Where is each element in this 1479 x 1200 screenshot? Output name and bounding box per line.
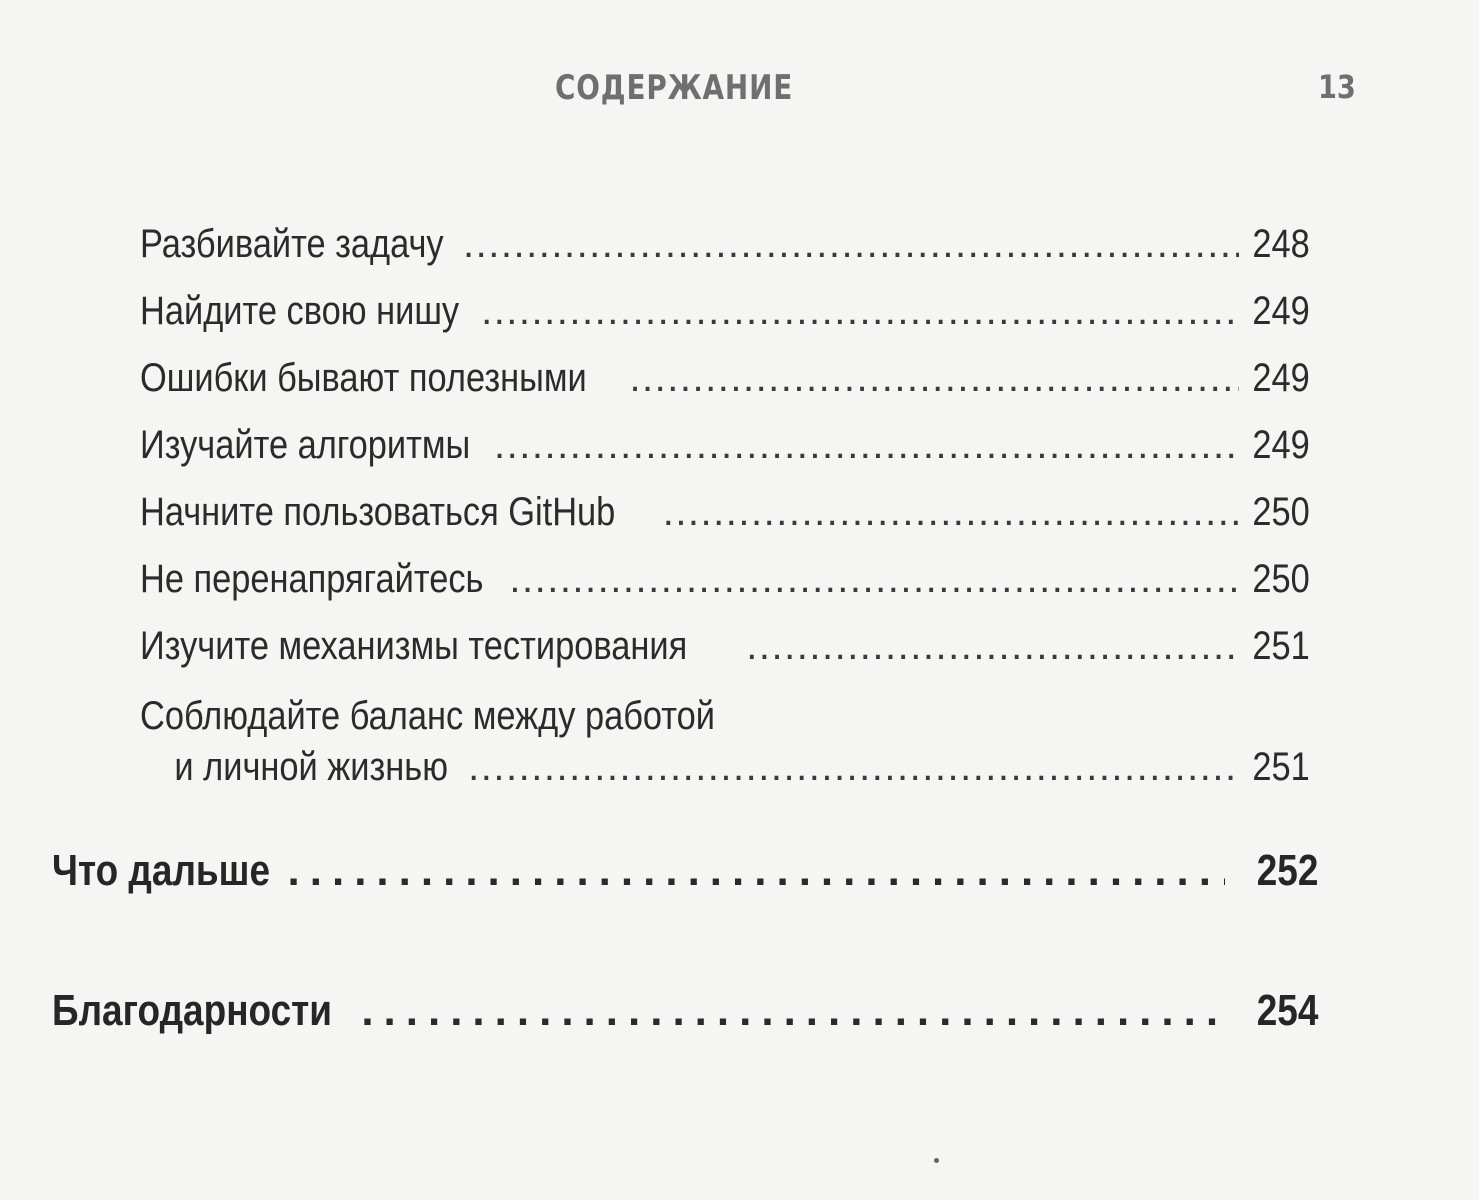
toc-entry-page: 251 — [1252, 745, 1310, 789]
toc-entry-page: 251 — [1252, 624, 1310, 668]
toc-entry-title-line1[interactable]: Соблюдайте баланс между работой — [140, 694, 716, 738]
toc-chapter-title: Что дальше — [52, 846, 271, 895]
toc-entry-title: Начните пользоваться GitHub — [140, 490, 616, 534]
toc-chapter-page: 252 — [1256, 846, 1318, 895]
toc-entry-title: Ошибки бывают полезными — [140, 356, 587, 400]
toc-entry[interactable] — [140, 745, 1310, 790]
ink-speck — [934, 1158, 939, 1163]
page-number: 13 — [1318, 68, 1356, 106]
toc-entry[interactable] — [140, 356, 1310, 401]
toc-entry[interactable] — [140, 289, 1310, 334]
toc-chapter-page: 254 — [1256, 986, 1318, 1035]
toc-entry-page: 250 — [1252, 557, 1310, 601]
toc-entry-title: Найдите свою нишу — [140, 289, 460, 333]
toc-chapter-entry[interactable] — [52, 986, 1318, 1036]
toc-entry[interactable] — [140, 222, 1310, 267]
dot-leader — [481, 289, 1239, 334]
toc-entry-title: Изучите механизмы тестирования — [140, 624, 688, 668]
toc-entry-page: 248 — [1252, 222, 1310, 266]
toc-entry-title-line2: и личной жизнью — [174, 745, 449, 789]
dot-leader — [663, 490, 1240, 535]
running-head: СОДЕРЖАНИЕ — [555, 68, 794, 108]
toc-entry-title: Разбивайте задачу — [140, 222, 444, 266]
toc-entry-title: Изучайте алгоритмы — [140, 423, 471, 467]
toc-entry-page: 249 — [1252, 356, 1310, 400]
dot-leader — [494, 423, 1239, 468]
dot-leader — [629, 356, 1239, 401]
dot-leader — [468, 745, 1239, 790]
dot-leader — [288, 846, 1225, 896]
toc-entry[interactable] — [140, 624, 1310, 669]
toc-entry-page: 250 — [1252, 490, 1310, 534]
toc-entry[interactable] — [140, 557, 1310, 602]
toc-entry[interactable] — [140, 490, 1310, 535]
toc-entry[interactable] — [140, 423, 1310, 468]
toc-chapter-title: Благодарности — [52, 986, 332, 1035]
toc-entry-page: 249 — [1252, 423, 1310, 467]
dot-leader — [463, 222, 1239, 267]
dot-leader — [361, 986, 1224, 1036]
dot-leader — [746, 624, 1239, 669]
dot-leader — [509, 557, 1239, 602]
toc-entry-page: 249 — [1252, 289, 1310, 333]
toc-entry-title: Не перенапрягайтесь — [140, 557, 484, 601]
toc-chapter-entry[interactable] — [52, 846, 1318, 896]
